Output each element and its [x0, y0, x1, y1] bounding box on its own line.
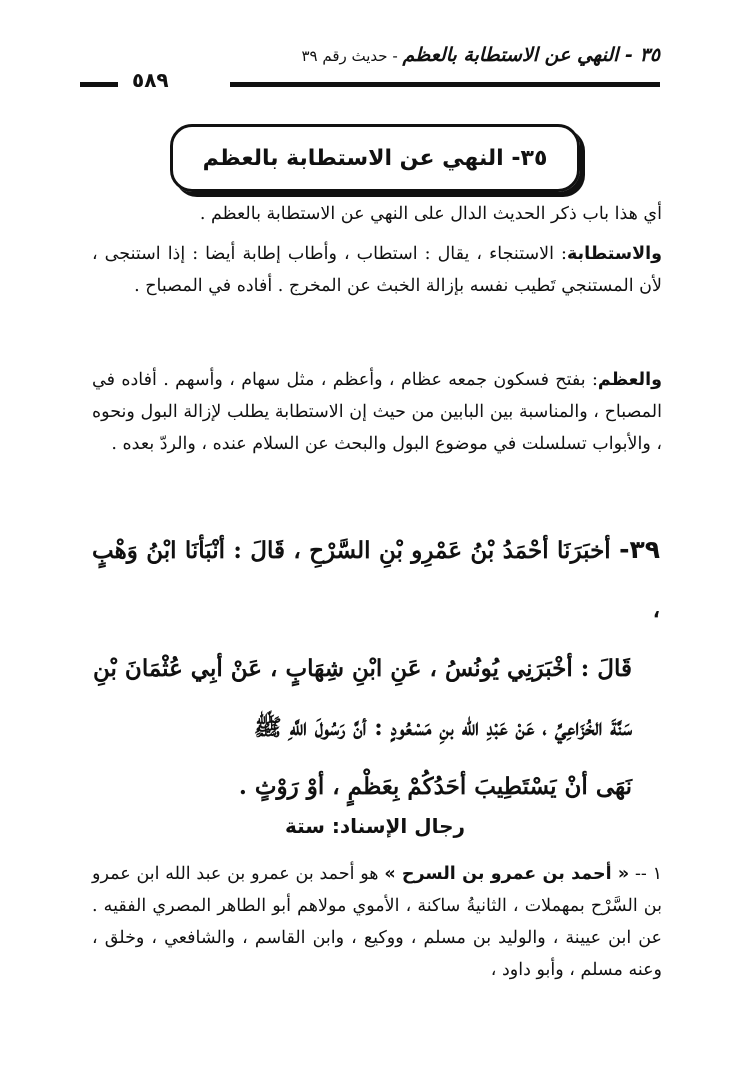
running-title	[301, 44, 660, 66]
hadith-line	[92, 520, 660, 639]
running-title-text: ٣٥ - النهي عن الاستطابة بالعظم	[402, 44, 660, 66]
definition-text: : الاستنجاء ، يقال : استطاب ، وأطاب إطابة أيضا : إذا استنجى ، لأن المستنجي تَطيب نفسه بإزالة الخبث عن المخرج . أفاده في المصباح .	[92, 244, 662, 296]
narrator-bio: هو أحمد بن عمرو بن عبد الله ابن عمرو بن السَّرْح بمهملات ، الثانيةُ ساكنة ، الأموي مولاهم أبو الطاهر المصري الفقيه . عن ابن عيينة ، والوليد بن مسلم ، ووكيع ، وابن القاسم ، والشافعي ، وخلق ، وعنه مسلم ، وأبو داود ،	[92, 864, 662, 980]
hadith-line: قَالَ : أخْبَرَنِي يُونُسُ ، عَنِ ابْنِ شِهَابٍ ، عَنْ أبِي عُثْمَانَ بْنِ	[93, 655, 632, 682]
chapter-title: ٣٥- النهي عن الاستطابة بالعظم	[202, 145, 548, 171]
page-number: ٥٨٩	[124, 68, 177, 92]
intro-paragraph: أي هذا باب ذكر الحديث الدال على النهي عن الاستطابة بالعظم .	[199, 204, 662, 224]
definition-term: والعظم	[597, 370, 662, 390]
hadith-line: سَنَّةَ الخُزَاعِيِّ ، عَنْ عَبْدِ الله بنِ مَسْعُودٍ : أنَّ رَسُولَ اللَّهِ ﷺ	[253, 714, 632, 741]
narrator-entry	[92, 858, 662, 986]
narrator-number: ١ --	[634, 864, 662, 884]
chapter-title-box	[170, 124, 580, 192]
hadith-line-text: أخبَرَنَا أحْمَدُ بْنُ عَمْرِو بْنِ السَّرْحِ ، قَالَ : أنْبَأنَا ابْنُ وَهْبٍ ،	[92, 537, 660, 623]
hadith-line: نَهَى أنْ يَسْتَطِيبَ أحَدُكُمْ بِعَظْمٍ ، أوْ رَوْثٍ .	[238, 773, 632, 800]
page-number-dash	[80, 82, 118, 87]
narrator-name: « أحمد بن عمرو بن السرح »	[384, 864, 630, 884]
definition-term: والاستطابة	[566, 244, 662, 264]
hadith-text	[92, 520, 660, 816]
section-heading: رجال الإسناد: ستة	[284, 814, 466, 838]
definition-azm	[92, 364, 662, 460]
running-title-hadith-ref: - حديث رقم ٣٩	[301, 47, 403, 65]
definition-text: : بفتح فسكون جمعه عظام ، وأعظم ، مثل سهام ، وأسهم . أفاده في المصباح ، والمناسبة بين البابين من حيث إن الاستطابة يطلب لإزالة البول ونحوه ، والأبواب تسلسلت في موضوع البول والبحث عن السلام عنده ، والردّ بعده .	[92, 370, 662, 454]
running-header	[80, 44, 660, 90]
hadith-number: ٣٩-	[619, 535, 660, 564]
definition-istitaba	[92, 238, 662, 302]
header-rule	[230, 82, 660, 87]
